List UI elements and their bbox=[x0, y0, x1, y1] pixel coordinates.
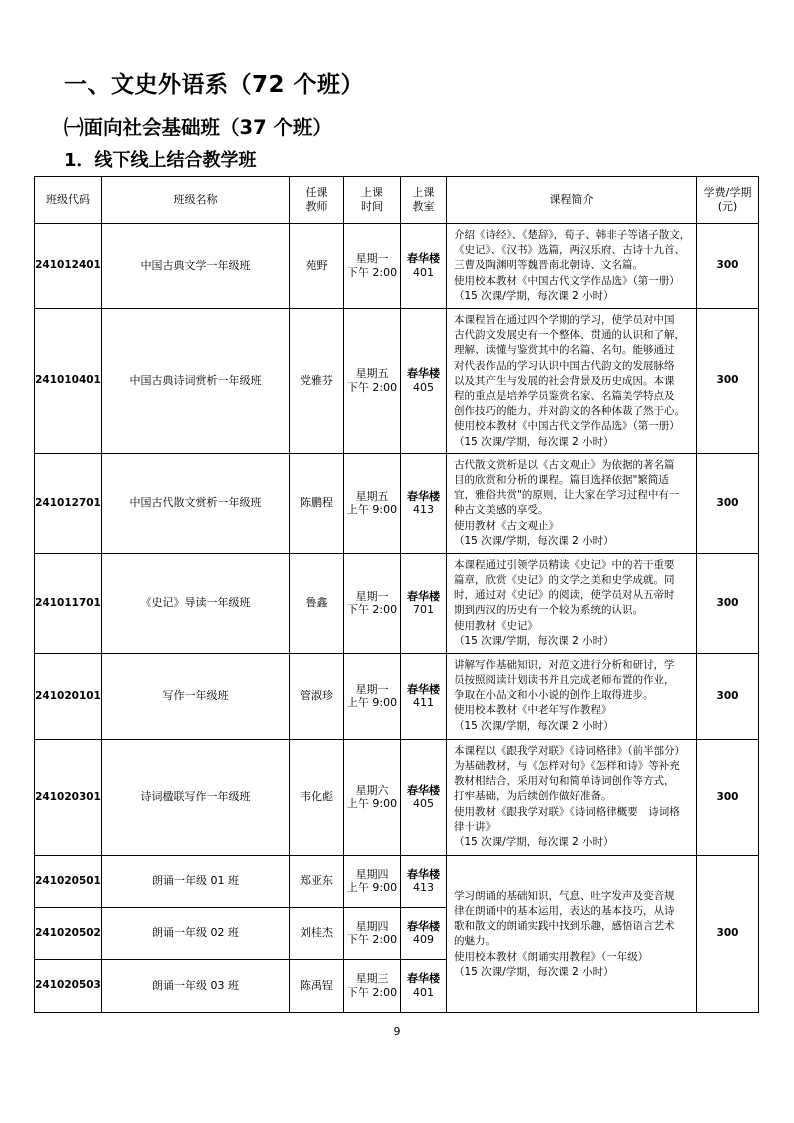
description-line: 学习朗诵的基础知识，气息、吐字发声及变音规 bbox=[454, 889, 675, 902]
classroom-number: 411 bbox=[413, 696, 434, 710]
class-name: 中国古典诗词赏析一年级班 bbox=[102, 309, 290, 454]
description-line: 对代表作品的学习认识中国古代韵文的发展脉络 bbox=[454, 359, 675, 372]
course-description bbox=[447, 453, 697, 553]
subsection-heading: ㈠面向社会基础班（37 个班） bbox=[64, 116, 332, 139]
classroom-number: 405 bbox=[413, 797, 434, 811]
classroom-building: 春华楼 bbox=[407, 919, 440, 933]
course-description bbox=[447, 739, 697, 855]
description-line: 期到西汉的历史有一个较为系统的认识。 bbox=[454, 604, 643, 617]
classroom-building: 春华楼 bbox=[407, 867, 440, 881]
classroom-building: 春华楼 bbox=[407, 489, 440, 503]
course-description bbox=[447, 309, 697, 454]
description-line: 程的重点是培养学员鉴赏名家、名篇美学特点及 bbox=[454, 390, 675, 403]
description-line: 打牢基础，为后续创作做好准备。 bbox=[454, 790, 612, 803]
class-code: 241020101 bbox=[35, 653, 102, 739]
class-time bbox=[344, 553, 401, 653]
class-name: 写作一年级班 bbox=[102, 653, 290, 739]
classroom-building: 春华楼 bbox=[407, 972, 440, 986]
classroom-building: 春华楼 bbox=[407, 252, 440, 266]
teacher-name: 刘桂杰 bbox=[290, 907, 344, 959]
class-time bbox=[344, 907, 401, 959]
classroom bbox=[401, 653, 447, 739]
class-time bbox=[344, 739, 401, 855]
description-line: 目的欣赏和分析的课程。篇目选择依据"繁简适 bbox=[454, 474, 669, 487]
description-line: 以及其产生与发展的社会背景及历史成因。本课 bbox=[454, 374, 675, 387]
tuition-fee: 300 bbox=[697, 653, 759, 739]
classroom-number: 413 bbox=[413, 881, 434, 895]
classroom-number: 413 bbox=[413, 503, 434, 517]
class-day: 星期五 bbox=[355, 489, 389, 503]
class-time bbox=[344, 453, 401, 553]
class-day: 星期一 bbox=[355, 589, 389, 603]
table-row bbox=[35, 224, 759, 309]
class-name: 朗诵一年级 03 班 bbox=[102, 959, 290, 1012]
teacher-name: 管淑珍 bbox=[290, 653, 344, 739]
description-line: 使用教材《史记》 bbox=[454, 619, 538, 632]
header-name: 班级名称 bbox=[102, 177, 290, 224]
description-line: 使用教材《跟我学对联》《诗词格律概要 诗词格 bbox=[454, 805, 680, 818]
tuition-fee: 300 bbox=[697, 739, 759, 855]
description-line: 的魅力。 bbox=[454, 935, 496, 948]
course-table bbox=[34, 176, 759, 1013]
class-name: 朗诵一年级 01 班 bbox=[102, 855, 290, 907]
class-code: 241011701 bbox=[35, 553, 102, 653]
teacher-name: 陈鹏程 bbox=[290, 453, 344, 553]
classroom-building: 春华楼 bbox=[407, 783, 440, 797]
description-line: （15 次课/学期，每次课 2 小时） bbox=[454, 634, 614, 647]
description-line: 使用校本教材《中国古代文学作品选》（第一册） bbox=[454, 420, 680, 433]
classroom bbox=[401, 855, 447, 907]
class-hour: 上午 9:00 bbox=[346, 797, 398, 811]
class-name: 朗诵一年级 02 班 bbox=[102, 907, 290, 959]
class-time bbox=[344, 959, 401, 1012]
tuition-fee: 300 bbox=[697, 453, 759, 553]
class-code: 241012401 bbox=[35, 224, 102, 309]
class-code: 241010401 bbox=[35, 309, 102, 454]
classroom bbox=[401, 959, 447, 1012]
class-time bbox=[344, 309, 401, 454]
table-row bbox=[35, 453, 759, 553]
classroom-building: 春华楼 bbox=[407, 682, 440, 696]
description-line: 宜，雅俗共赏"的原则，让大家在学习过程中有一 bbox=[454, 489, 680, 502]
description-line: 为基础教材，与《怎样对句》《怎样和诗》等补充 bbox=[454, 760, 680, 773]
class-hour: 下午 2:00 bbox=[346, 985, 398, 999]
class-code: 241020503 bbox=[35, 959, 102, 1012]
class-day: 星期六 bbox=[355, 783, 389, 797]
category-heading: 1．线下线上结合教学班 bbox=[64, 150, 257, 171]
classroom bbox=[401, 907, 447, 959]
classroom-building: 春华楼 bbox=[407, 589, 440, 603]
description-line: （15 次课/学期，每次课 2 小时） bbox=[454, 836, 614, 849]
description-line: 使用校本教材《中国古代文学作品选》（第一册） bbox=[454, 274, 680, 287]
teacher-name: 鲁鑫 bbox=[290, 553, 344, 653]
description-line: 古代散文赏析是以《古文观止》为依据的著名篇 bbox=[454, 458, 675, 471]
teacher-name: 陈禹锃 bbox=[290, 959, 344, 1012]
class-hour: 下午 2:00 bbox=[346, 933, 398, 947]
description-line: 创作技巧的能力，并对韵文的各种体裁了然于心。 bbox=[454, 405, 685, 418]
class-hour: 上午 9:00 bbox=[346, 696, 398, 710]
class-time bbox=[344, 653, 401, 739]
page-number: 9 bbox=[393, 1025, 401, 1038]
classroom bbox=[401, 553, 447, 653]
class-code: 241012701 bbox=[35, 453, 102, 553]
class-hour: 下午 2:00 bbox=[346, 266, 398, 279]
class-name: 《史记》导读一年级班 bbox=[102, 553, 290, 653]
header-desc: 课程简介 bbox=[447, 177, 697, 224]
classroom-building: 春华楼 bbox=[407, 367, 440, 381]
course-description bbox=[447, 224, 697, 309]
description-line: 本课程通过引领学员精读《史记》中的若干重要 bbox=[454, 558, 675, 571]
description-line: 本课程旨在通过四个学期的学习，使学员对中国 bbox=[454, 314, 675, 326]
class-day: 星期五 bbox=[355, 367, 389, 381]
table-row bbox=[35, 309, 759, 454]
teacher-name: 苑野 bbox=[290, 224, 344, 309]
description-line: 古代韵文发展史有一个整体、贯通的认识和了解， bbox=[454, 329, 685, 342]
description-line: （15 次课/学期，每次课 2 小时） bbox=[454, 719, 614, 732]
classroom-number: 405 bbox=[413, 380, 434, 394]
class-time bbox=[344, 855, 401, 907]
description-line: （15 次课/学期，每次课 2 小时） bbox=[454, 965, 614, 978]
description-line: 时，通过对《史记》的阅读，使学员对从五帝时 bbox=[454, 589, 675, 602]
description-line: 讲解写作基础知识，对范文进行分析和研讨，学 bbox=[454, 658, 675, 671]
description-line: 使用校本教材《中老年写作教程》 bbox=[454, 704, 612, 717]
course-description bbox=[447, 855, 697, 1012]
description-line: 使用教材《古文观止》 bbox=[454, 519, 559, 532]
description-line: 争取在小品文和小小说的创作上取得进步。 bbox=[454, 689, 654, 702]
description-line: 歌和散文的朗诵实践中找到乐趣，感悟语言艺术 bbox=[454, 920, 675, 933]
tuition-fee: 300 bbox=[697, 309, 759, 454]
tuition-fee: 300 bbox=[697, 224, 759, 309]
tuition-fee: 300 bbox=[697, 855, 759, 1012]
description-line: 三曹及陶渊明等魏晋南北朝诗、文名篇。 bbox=[454, 259, 643, 272]
class-name: 诗词楹联写作一年级班 bbox=[102, 739, 290, 855]
header-room: 上课 教室 bbox=[401, 177, 447, 224]
description-line: （15 次课/学期，每次课 2 小时） bbox=[454, 435, 614, 448]
classroom bbox=[401, 739, 447, 855]
class-day: 星期三 bbox=[355, 972, 389, 986]
description-line: 理解、读懂与鉴赏其中的名篇、名句。能够通过 bbox=[454, 344, 675, 357]
teacher-name: 韦化彪 bbox=[290, 739, 344, 855]
description-line: （15 次课/学期，每次课 2 小时） bbox=[454, 289, 614, 302]
course-description bbox=[447, 653, 697, 739]
class-hour: 上午 9:00 bbox=[346, 881, 398, 895]
description-line: 教材相结合，采用对句和简单诗词创作等方式， bbox=[454, 775, 675, 788]
classroom-number: 409 bbox=[413, 933, 434, 947]
header-code: 班级代码 bbox=[35, 177, 102, 224]
table-row bbox=[35, 855, 759, 907]
table-row bbox=[35, 553, 759, 653]
section-heading: 一、文史外语系（72 个班） bbox=[64, 72, 365, 98]
description-line: 篇章，欣赏《史记》的文学之美和史学成就。同 bbox=[454, 574, 675, 587]
course-description bbox=[447, 553, 697, 653]
teacher-name: 郑亚东 bbox=[290, 855, 344, 907]
class-hour: 下午 2:00 bbox=[346, 603, 398, 617]
table-row bbox=[35, 739, 759, 855]
classroom bbox=[401, 453, 447, 553]
tuition-fee: 300 bbox=[697, 553, 759, 653]
header-teacher: 任课 教师 bbox=[290, 177, 344, 224]
class-code: 241020502 bbox=[35, 907, 102, 959]
class-code: 241020301 bbox=[35, 739, 102, 855]
description-line: （15 次课/学期，每次课 2 小时） bbox=[454, 534, 614, 547]
classroom-number: 401 bbox=[413, 266, 434, 279]
class-name: 中国古代散文赏析一年级班 bbox=[102, 453, 290, 553]
classroom bbox=[401, 224, 447, 309]
classroom-number: 701 bbox=[413, 603, 434, 617]
description-line: 本课程以《跟我学对联》《诗词格律》（前半部分） bbox=[454, 744, 685, 757]
class-day: 星期四 bbox=[355, 867, 389, 881]
classroom-number: 401 bbox=[413, 985, 434, 999]
header-fee: 学费/学期 (元) bbox=[697, 177, 759, 224]
description-line: 介绍《诗经》、《楚辞》，荀子、韩非子等诸子散文， bbox=[454, 229, 691, 241]
class-time bbox=[344, 224, 401, 309]
class-day: 星期一 bbox=[355, 252, 389, 266]
description-line: 使用校本教材《朗诵实用教程》（一年级） bbox=[454, 950, 649, 963]
table-row bbox=[35, 653, 759, 739]
class-day: 星期一 bbox=[355, 682, 389, 696]
description-line: 律在朗诵中的基本运用，表达的基本技巧，从诗 bbox=[454, 904, 675, 917]
teacher-name: 党雅芬 bbox=[290, 309, 344, 454]
description-line: 《史记》、《汉书》选篇，两汉乐府、古诗十九首、 bbox=[454, 244, 685, 257]
class-day: 星期四 bbox=[355, 919, 389, 933]
header-time: 上课 时间 bbox=[344, 177, 401, 224]
description-line: 律十讲》 bbox=[454, 820, 496, 833]
class-name: 中国古典文学一年级班 bbox=[102, 224, 290, 309]
class-hour: 上午 9:00 bbox=[346, 503, 398, 517]
class-hour: 下午 2:00 bbox=[346, 380, 398, 394]
description-line: 员按照阅读计划读书并且完成老师布置的作业， bbox=[454, 674, 675, 687]
class-code: 241020501 bbox=[35, 855, 102, 907]
classroom bbox=[401, 309, 447, 454]
description-line: 种古文美感的享受。 bbox=[454, 504, 549, 517]
table-header-row bbox=[35, 177, 759, 224]
